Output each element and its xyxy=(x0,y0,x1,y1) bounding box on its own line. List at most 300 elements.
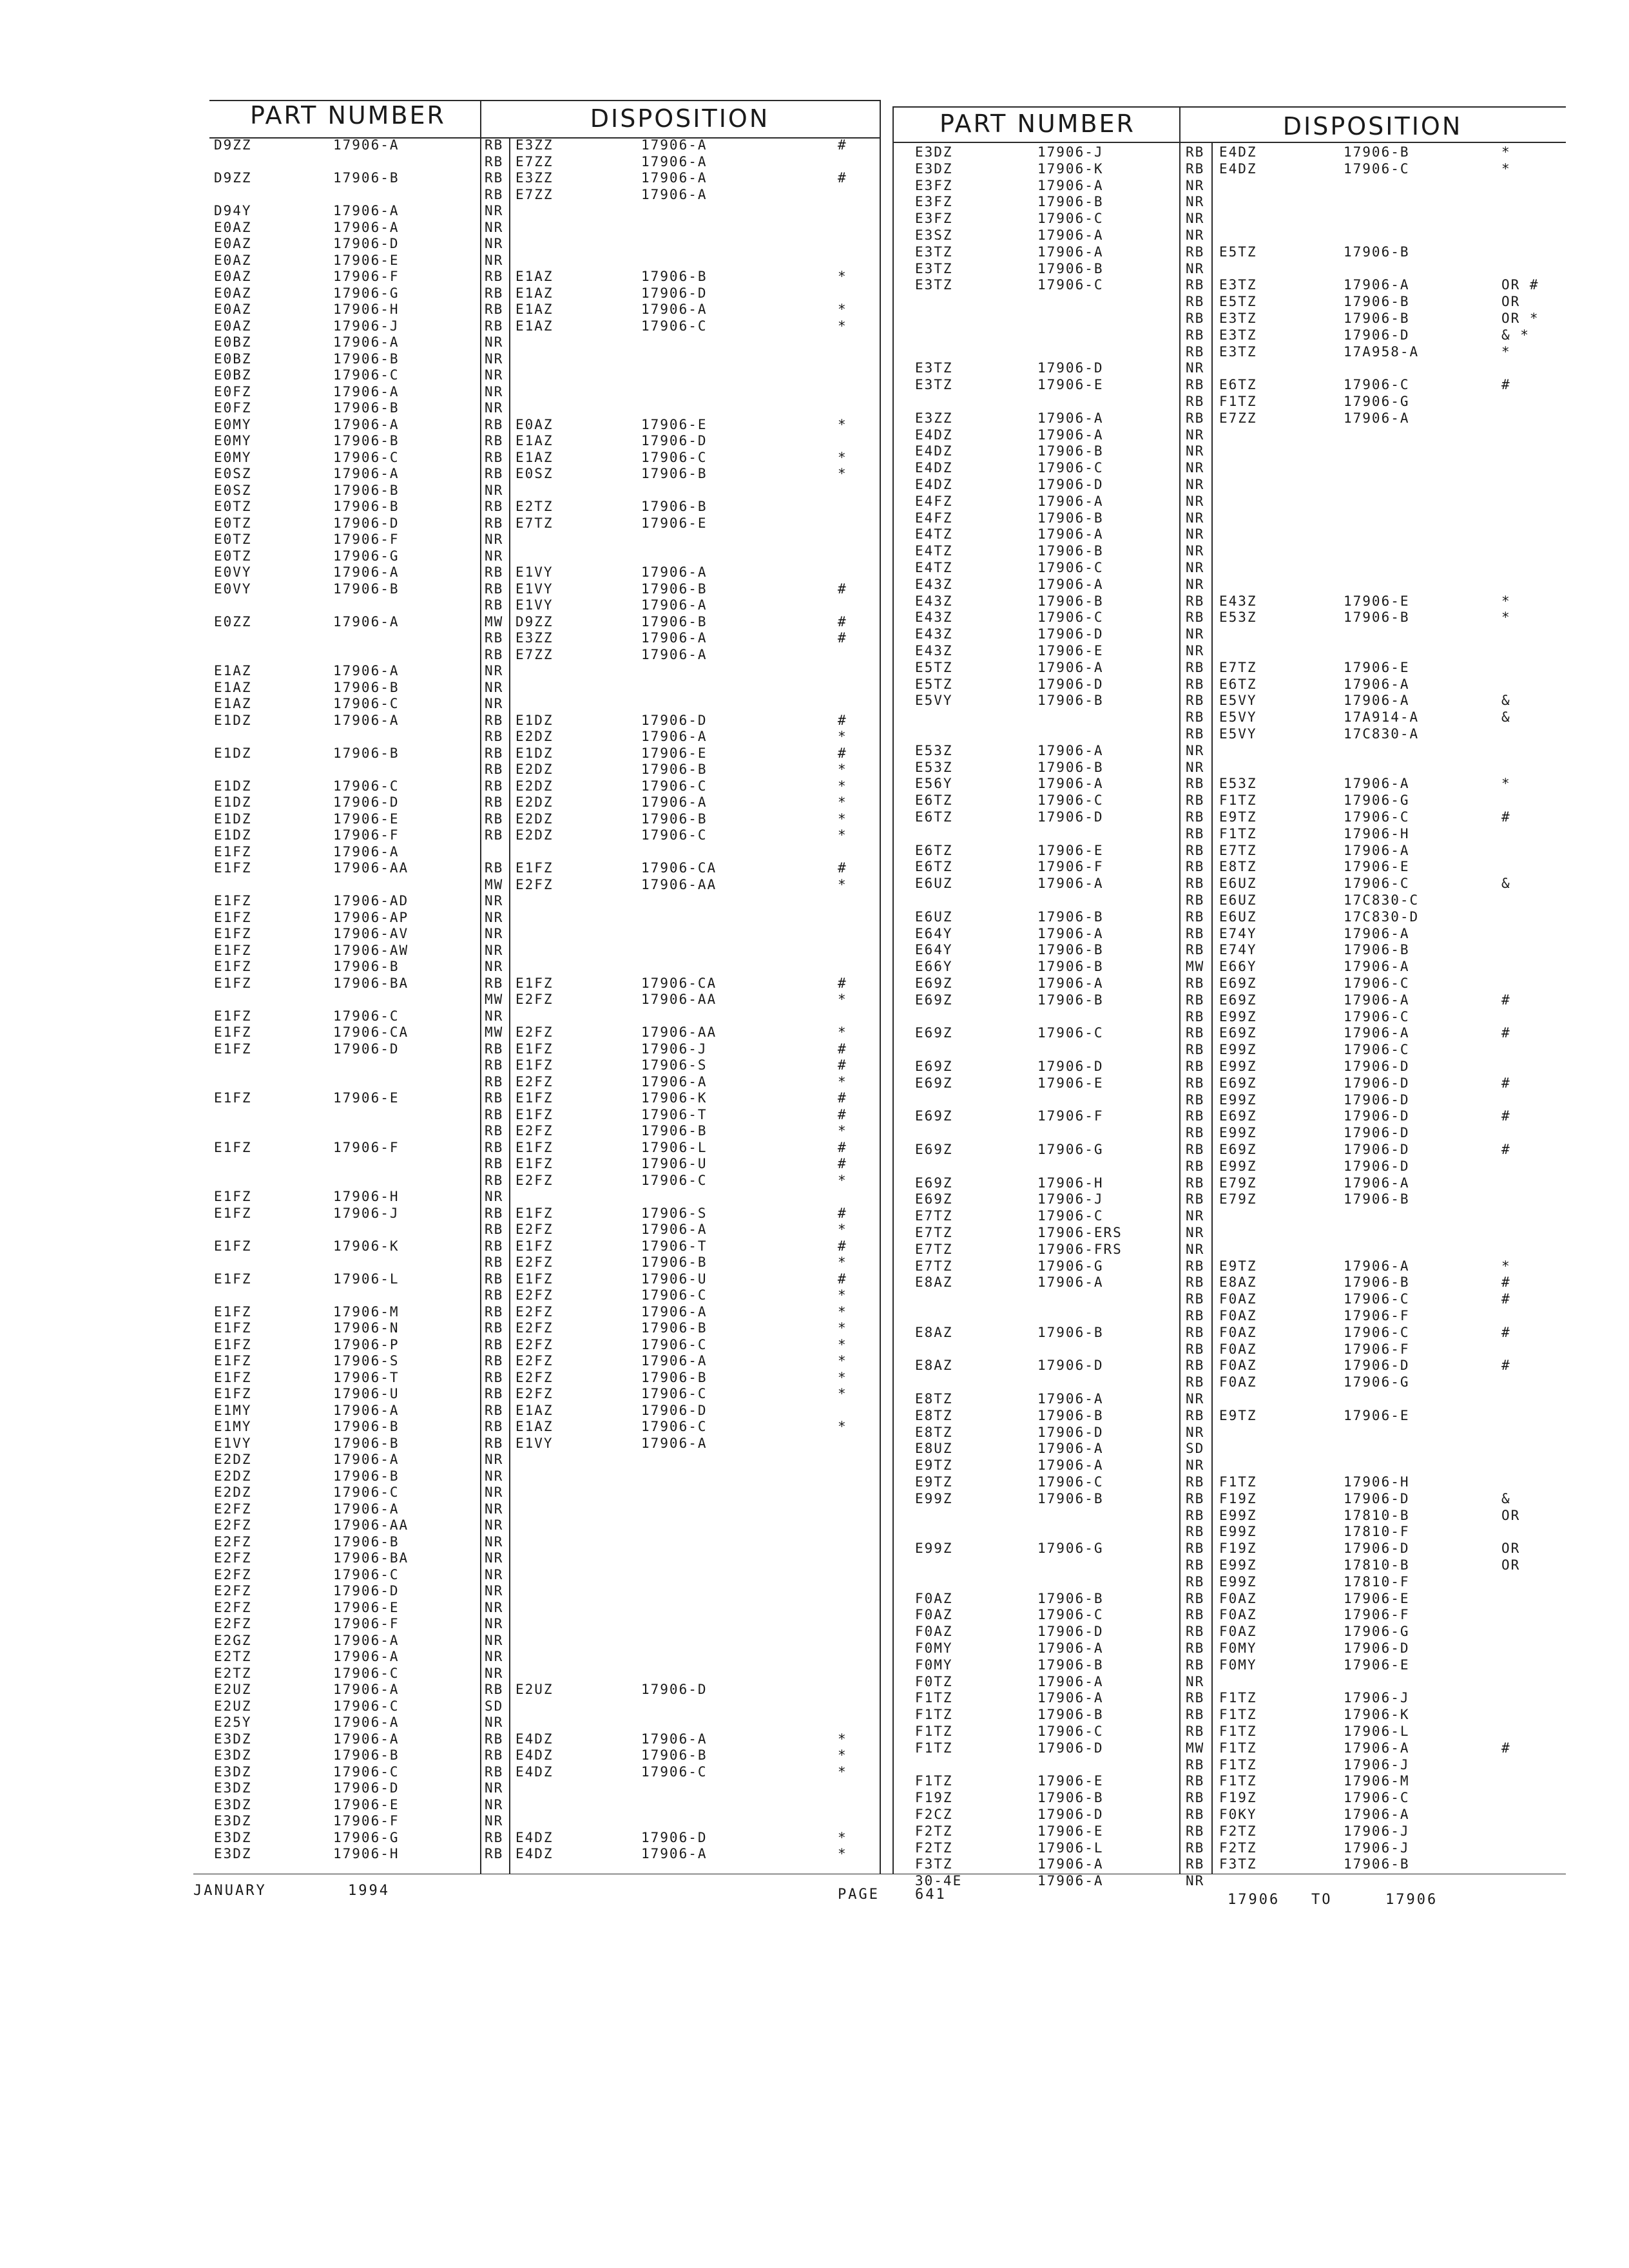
part-base: 17906-S xyxy=(333,1353,400,1369)
disposition-code: RB xyxy=(1186,876,1205,892)
disposition-code: NR xyxy=(1186,1391,1205,1407)
part-base: 17906-A xyxy=(333,1715,400,1730)
disposition-code: NR xyxy=(1186,460,1205,476)
disposition-code: NR xyxy=(485,1813,504,1829)
part-base: 17906-B xyxy=(333,351,400,367)
part-prefix: E3FZ xyxy=(915,194,953,210)
new-base: 17A958-A xyxy=(1344,343,1420,360)
footer-range-start: 17906 xyxy=(1228,1892,1280,1908)
disposition-code: NR xyxy=(485,959,504,974)
disposition-code: RB xyxy=(1186,892,1205,908)
part-prefix: E2UZ xyxy=(214,1698,252,1714)
part-prefix: E3DZ xyxy=(214,1731,252,1747)
part-base: 17906-A xyxy=(333,383,400,399)
new-prefix: F0AZ xyxy=(1219,1590,1257,1606)
disposition-code: NR xyxy=(485,236,504,251)
part-prefix: E53Z xyxy=(915,759,953,775)
disposition-code: RB xyxy=(1186,1059,1205,1074)
new-base: 17906-C xyxy=(641,1172,708,1188)
new-base: 17906-A xyxy=(641,1303,708,1320)
new-prefix: E3TZ xyxy=(1219,327,1257,343)
new-prefix: F0AZ xyxy=(1219,1291,1257,1307)
part-prefix: E4TZ xyxy=(915,543,953,559)
new-prefix: E2FZ xyxy=(516,1024,554,1040)
part-base: 17906-E xyxy=(1037,377,1104,393)
new-base: 17906-A xyxy=(1344,676,1410,692)
disposition-code: RB xyxy=(485,1156,504,1171)
new-prefix: F0AZ xyxy=(1219,1607,1257,1623)
new-prefix: D9ZZ xyxy=(516,613,554,629)
note: * xyxy=(1501,343,1511,360)
new-prefix: E1VY xyxy=(516,597,554,613)
part-base: 17906-AP xyxy=(333,909,409,925)
part-prefix: E1DZ xyxy=(214,794,252,810)
part-prefix: E1FZ xyxy=(214,909,252,925)
part-prefix: E1FZ xyxy=(214,942,252,958)
disposition-code: RB xyxy=(1186,1091,1205,1108)
new-base: 17906-T xyxy=(641,1238,708,1254)
part-base: 17906-A xyxy=(1037,177,1104,193)
disposition-code: RB xyxy=(1186,1573,1205,1590)
disposition-code: NR xyxy=(485,1485,504,1500)
part-prefix: E0AZ xyxy=(214,236,252,251)
note: # xyxy=(838,1156,847,1171)
note: # xyxy=(1501,1142,1511,1157)
part-prefix: F2CZ xyxy=(915,1807,953,1822)
part-prefix: E1FZ xyxy=(214,1139,252,1155)
part-prefix: E9TZ xyxy=(915,1474,953,1490)
part-base: 17906-B xyxy=(1037,593,1104,609)
new-prefix: E1VY xyxy=(516,1435,554,1451)
new-base: 17906-A xyxy=(1344,1258,1410,1274)
part-base: 17906-A xyxy=(333,1501,400,1517)
disposition-code: NR xyxy=(485,1583,504,1599)
right-part-number-header: PART NUMBER xyxy=(940,110,1135,138)
part-prefix: E2TZ xyxy=(214,1649,252,1664)
note: * xyxy=(838,1747,847,1763)
new-base: 17906-C xyxy=(641,827,708,843)
part-base: 17906-H xyxy=(1037,1175,1104,1191)
disposition-code: RB xyxy=(1186,908,1205,925)
part-base: 17906-A xyxy=(333,1731,400,1747)
footer-page-number: 641 xyxy=(915,1887,947,1903)
new-prefix: E4DZ xyxy=(516,1846,554,1861)
part-base: 17906-A xyxy=(333,712,400,728)
part-prefix: E1AZ xyxy=(214,663,252,678)
disposition-code: RB xyxy=(1186,1773,1205,1789)
note: OR xyxy=(1501,294,1521,310)
disposition-code: RB xyxy=(485,975,504,991)
note: OR xyxy=(1501,1541,1521,1557)
new-base: 17906-AA xyxy=(641,876,717,892)
new-base: 17906-B xyxy=(641,1369,708,1385)
note: * xyxy=(838,1303,847,1320)
disposition-code: RB xyxy=(485,1057,504,1073)
new-base: 17906-D xyxy=(1344,1108,1410,1124)
new-base: 17906-D xyxy=(641,1682,708,1697)
disposition-code: RB xyxy=(485,1303,504,1320)
new-prefix: E1FZ xyxy=(516,1090,554,1106)
new-base: 17906-C xyxy=(1344,876,1410,892)
note: # xyxy=(838,712,847,728)
disposition-code: RB xyxy=(1186,1690,1205,1706)
note: # xyxy=(838,613,847,629)
footer-range-to: TO xyxy=(1311,1892,1333,1908)
new-base: 17906-B xyxy=(641,1123,708,1139)
disposition-code: RB xyxy=(1186,1557,1205,1573)
part-prefix: F2TZ xyxy=(915,1840,953,1856)
note: * xyxy=(838,1287,847,1303)
part-base: 17906-A xyxy=(333,1682,400,1697)
new-prefix: E9TZ xyxy=(1219,809,1257,825)
part-prefix: E1FZ xyxy=(214,1205,252,1221)
new-prefix: E2TZ xyxy=(516,499,554,514)
new-base: 17906-B xyxy=(641,466,708,481)
disposition-code: RB xyxy=(485,762,504,777)
new-prefix: F1TZ xyxy=(1219,793,1257,809)
disposition-code: MW xyxy=(485,876,504,892)
part-base: 17906-B xyxy=(333,170,400,186)
part-base: 17906-B xyxy=(1037,1590,1104,1606)
footer-range-end: 17906 xyxy=(1385,1892,1438,1908)
new-base: 17906-D xyxy=(1344,1091,1410,1108)
part-prefix: E0SZ xyxy=(214,466,252,481)
part-base: 17906-G xyxy=(333,285,400,301)
part-base: 17906-C xyxy=(1037,1474,1104,1490)
note: # xyxy=(1501,1108,1511,1124)
note: # xyxy=(838,581,847,597)
disposition-code: RB xyxy=(1186,1291,1205,1307)
part-prefix: F1TZ xyxy=(915,1740,953,1756)
disposition-code: RB xyxy=(1186,659,1205,675)
disposition-code: RB xyxy=(485,1829,504,1845)
part-base: 17906-E xyxy=(333,252,400,268)
disposition-code: NR xyxy=(485,696,504,711)
disposition-code: NR xyxy=(485,548,504,564)
part-prefix: E0BZ xyxy=(214,351,252,367)
part-base: 17906-A xyxy=(333,1452,400,1467)
new-prefix: F0AZ xyxy=(1219,1308,1257,1323)
note: * xyxy=(838,302,847,317)
part-prefix: E4DZ xyxy=(915,460,953,476)
disposition-code: NR xyxy=(1186,427,1205,443)
part-prefix: E0MY xyxy=(214,449,252,465)
new-base: 17906-D xyxy=(1344,1358,1410,1374)
new-prefix: E3ZZ xyxy=(516,137,554,153)
new-base: 17906-B xyxy=(1344,1274,1410,1291)
part-prefix: D9ZZ xyxy=(214,170,252,186)
new-prefix: E1AZ xyxy=(516,449,554,465)
part-base: 17906-E xyxy=(1037,643,1104,658)
disposition-code: NR xyxy=(485,909,504,925)
part-prefix: E43Z xyxy=(915,626,953,642)
part-base: 17906-F xyxy=(333,269,400,284)
right-disposition-header: DISPOSITION xyxy=(1282,112,1463,140)
part-prefix: E1DZ xyxy=(214,745,252,761)
new-prefix: E5VY xyxy=(1219,709,1257,726)
part-prefix: E0MY xyxy=(214,433,252,448)
note: * xyxy=(838,1320,847,1336)
new-prefix: E1AZ xyxy=(516,269,554,284)
new-prefix: E8AZ xyxy=(1219,1274,1257,1291)
new-base: 17810-B xyxy=(1344,1557,1410,1573)
new-prefix: E7ZZ xyxy=(516,186,554,202)
part-prefix: E3TZ xyxy=(915,244,953,260)
part-prefix: D94Y xyxy=(214,203,252,218)
disposition-code: RB xyxy=(1186,1008,1205,1024)
part-prefix: E2FZ xyxy=(214,1599,252,1615)
part-base: 17906-B xyxy=(333,745,400,761)
part-base: 17906-A xyxy=(333,1649,400,1664)
note: # xyxy=(838,860,847,876)
new-base: 17906-A xyxy=(1344,776,1410,792)
new-base: 17906-C xyxy=(641,1763,708,1780)
part-prefix: E99Z xyxy=(915,1541,953,1557)
part-base: 17906-D xyxy=(333,236,400,251)
new-prefix: F1TZ xyxy=(1219,394,1257,409)
new-base: 17906-D xyxy=(1344,1075,1410,1091)
disposition-code: RB xyxy=(1186,1640,1205,1656)
part-prefix: E6UZ xyxy=(915,876,953,892)
part-base: 17906-C xyxy=(333,1665,400,1681)
disposition-code: RB xyxy=(1186,410,1205,426)
part-prefix: E3TZ xyxy=(915,260,953,276)
part-base: 17906-G xyxy=(1037,1541,1104,1557)
part-prefix: E1FZ xyxy=(214,1024,252,1040)
part-prefix: E1FZ xyxy=(214,1238,252,1254)
part-prefix: E6TZ xyxy=(915,859,953,875)
part-prefix: E43Z xyxy=(915,610,953,626)
new-base: 17906-A xyxy=(1344,1807,1410,1822)
new-base: 17906-B xyxy=(641,811,708,827)
new-prefix: E99Z xyxy=(1219,1042,1257,1058)
part-base: 17906-A xyxy=(333,663,400,678)
disposition-code: RB xyxy=(1186,1590,1205,1606)
part-base: 17906-C xyxy=(333,1698,400,1714)
part-prefix: E0VY xyxy=(214,581,252,597)
new-prefix: E7TZ xyxy=(1219,659,1257,675)
disposition-code: RB xyxy=(1186,842,1205,858)
new-base: 17906-A xyxy=(641,137,708,153)
part-base: 17906-B xyxy=(333,400,400,416)
new-base: 17906-H xyxy=(1344,825,1410,841)
part-prefix: E3DZ xyxy=(214,1846,252,1861)
new-prefix: F0AZ xyxy=(1219,1374,1257,1390)
new-prefix: E2FZ xyxy=(516,1287,554,1303)
part-base: 17906-A xyxy=(333,416,400,432)
new-base: 17906-D xyxy=(1344,1059,1410,1074)
part-base: 17906-A xyxy=(1037,493,1104,509)
part-prefix: E0AZ xyxy=(214,269,252,284)
part-base: 17906-C xyxy=(333,1008,400,1024)
part-base: 17906-B xyxy=(333,1468,400,1484)
disposition-code: RB xyxy=(1186,1308,1205,1323)
part-base: 17906-C xyxy=(1037,211,1104,227)
new-base: 17906-C xyxy=(641,318,708,334)
disposition-code: MW xyxy=(485,1024,504,1040)
new-base: 17906-A xyxy=(641,1222,708,1237)
part-base: 17906-B xyxy=(1037,959,1104,975)
part-prefix: E0MY xyxy=(214,416,252,432)
part-base: 17906-D xyxy=(1037,809,1104,825)
disposition-code: RB xyxy=(485,1731,504,1747)
disposition-code: RB xyxy=(485,1320,504,1336)
part-prefix: E69Z xyxy=(915,1025,953,1041)
disposition-code: NR xyxy=(485,926,504,941)
part-prefix: E4TZ xyxy=(915,526,953,543)
part-prefix: E4FZ xyxy=(915,510,953,526)
note: * xyxy=(838,269,847,284)
part-prefix: E0AZ xyxy=(214,285,252,301)
note: * xyxy=(838,1763,847,1780)
new-prefix: E9TZ xyxy=(1219,1407,1257,1423)
disposition-code: NR xyxy=(485,532,504,547)
part-prefix: E1FZ xyxy=(214,926,252,941)
new-base: 17906-M xyxy=(1344,1773,1410,1789)
note: & xyxy=(1501,876,1511,892)
note: * xyxy=(838,1024,847,1040)
disposition-code: RB xyxy=(485,1139,504,1155)
new-prefix: F1TZ xyxy=(1219,1707,1257,1723)
note: * xyxy=(838,992,847,1007)
part-prefix: E25Y xyxy=(214,1715,252,1730)
new-prefix: F0AZ xyxy=(1219,1324,1257,1340)
part-base: 17906-D xyxy=(333,1041,400,1057)
new-base: 17906-B xyxy=(641,1747,708,1763)
new-base: 17906-E xyxy=(1344,1657,1410,1673)
part-prefix: E3DZ xyxy=(214,1796,252,1812)
new-base: 17C830-A xyxy=(1344,726,1420,742)
part-prefix: E1FZ xyxy=(214,1336,252,1352)
new-prefix: E53Z xyxy=(1219,610,1257,626)
part-prefix: E2FZ xyxy=(214,1501,252,1517)
disposition-code: NR xyxy=(485,1599,504,1615)
part-base: 17906-D xyxy=(1037,477,1104,492)
new-base: 17906-A xyxy=(641,170,708,186)
disposition-code: RB xyxy=(1186,394,1205,409)
disposition-code: RB xyxy=(485,1435,504,1451)
disposition-code: RB xyxy=(485,597,504,613)
new-prefix: F1TZ xyxy=(1219,1773,1257,1789)
part-base: 17906-B xyxy=(1037,260,1104,276)
note: # xyxy=(838,1139,847,1155)
note: * xyxy=(838,876,847,892)
part-prefix: E2DZ xyxy=(214,1468,252,1484)
new-base: 17906-A xyxy=(641,630,708,646)
part-prefix: F0TZ xyxy=(915,1673,953,1689)
note: * xyxy=(838,416,847,432)
new-prefix: E2FZ xyxy=(516,1353,554,1369)
new-prefix: F2TZ xyxy=(1219,1823,1257,1839)
new-base: 17906-G xyxy=(1344,1374,1410,1390)
part-base: 17906-A xyxy=(333,613,400,629)
disposition-code: RB xyxy=(485,745,504,761)
disposition-code: NR xyxy=(485,1780,504,1796)
part-prefix: E3ZZ xyxy=(915,410,953,426)
part-prefix: E69Z xyxy=(915,975,953,991)
part-base: 17906-A xyxy=(333,219,400,235)
part-base: 17906-B xyxy=(1037,759,1104,775)
part-base: 17906-E xyxy=(333,811,400,827)
disposition-code: RB xyxy=(1186,1507,1205,1523)
note: # xyxy=(838,630,847,646)
new-base: 17906-C xyxy=(641,1336,708,1352)
disposition-code: RB xyxy=(485,318,504,334)
disposition-code: RB xyxy=(1186,793,1205,809)
disposition-code: NR xyxy=(485,1649,504,1664)
new-base: 17906-D xyxy=(641,285,708,301)
part-prefix: F0MY xyxy=(915,1640,953,1656)
part-prefix: E4DZ xyxy=(915,477,953,492)
note: * xyxy=(838,1222,847,1237)
part-prefix: E8TZ xyxy=(915,1391,953,1407)
new-prefix: F1TZ xyxy=(1219,1690,1257,1706)
part-base: 17906-B xyxy=(1037,1707,1104,1723)
part-base: 17906-J xyxy=(333,318,400,334)
disposition-code: NR xyxy=(485,1616,504,1631)
part-base: 17906-G xyxy=(1037,1142,1104,1157)
part-base: 17906-B xyxy=(1037,194,1104,210)
part-base: 17906-C xyxy=(1037,1607,1104,1623)
disposition-code: MW xyxy=(485,613,504,629)
new-prefix: E99Z xyxy=(1219,1008,1257,1024)
part-base: 17906-A xyxy=(333,334,400,350)
disposition-code: NR xyxy=(485,400,504,416)
disposition-code: RB xyxy=(1186,1790,1205,1806)
part-base: 17906-M xyxy=(333,1303,400,1320)
new-prefix: E1AZ xyxy=(516,302,554,317)
new-base: 17906-K xyxy=(1344,1707,1410,1723)
note: & * xyxy=(1501,327,1530,343)
note: # xyxy=(838,137,847,153)
part-prefix: E1FZ xyxy=(214,975,252,991)
new-prefix: E8TZ xyxy=(1219,859,1257,875)
new-prefix: E2FZ xyxy=(516,1073,554,1090)
part-base: 17906-AW xyxy=(333,942,409,958)
new-prefix: E1DZ xyxy=(516,712,554,728)
left-disposition-header: DISPOSITION xyxy=(590,104,770,133)
part-base: 17906-B xyxy=(333,1435,400,1451)
new-base: 17906-B xyxy=(1344,244,1410,260)
new-base: 17906-E xyxy=(641,515,708,531)
part-base: 17906-E xyxy=(1037,1773,1104,1789)
disposition-code: SD xyxy=(1186,1441,1205,1457)
disposition-code: RB xyxy=(1186,1324,1205,1340)
new-base: 17906-D xyxy=(1344,1142,1410,1157)
part-prefix: E2FZ xyxy=(214,1583,252,1599)
disposition-code: RB xyxy=(1186,1025,1205,1041)
new-base: 17906-A xyxy=(641,1353,708,1369)
new-base: 17906-CA xyxy=(641,975,717,991)
new-prefix: E2FZ xyxy=(516,1320,554,1336)
note: * xyxy=(838,762,847,777)
part-prefix: E1FZ xyxy=(214,1320,252,1336)
new-prefix: F1TZ xyxy=(1219,1724,1257,1739)
disposition-code: RB xyxy=(1186,825,1205,841)
part-base: 17906-L xyxy=(333,1271,400,1287)
disposition-code: RB xyxy=(1186,294,1205,310)
part-prefix: E0TZ xyxy=(214,499,252,514)
note: # xyxy=(838,1057,847,1073)
disposition-code: RB xyxy=(1186,942,1205,958)
part-base: 17906-B xyxy=(1037,510,1104,526)
new-prefix: F0AZ xyxy=(1219,1624,1257,1640)
part-base: 17906-D xyxy=(1037,1807,1104,1822)
new-base: 17906-D xyxy=(641,712,708,728)
part-base: 17906-AD xyxy=(333,893,409,908)
part-base: 17906-AA xyxy=(333,1517,409,1533)
disposition-code: RB xyxy=(485,1419,504,1434)
